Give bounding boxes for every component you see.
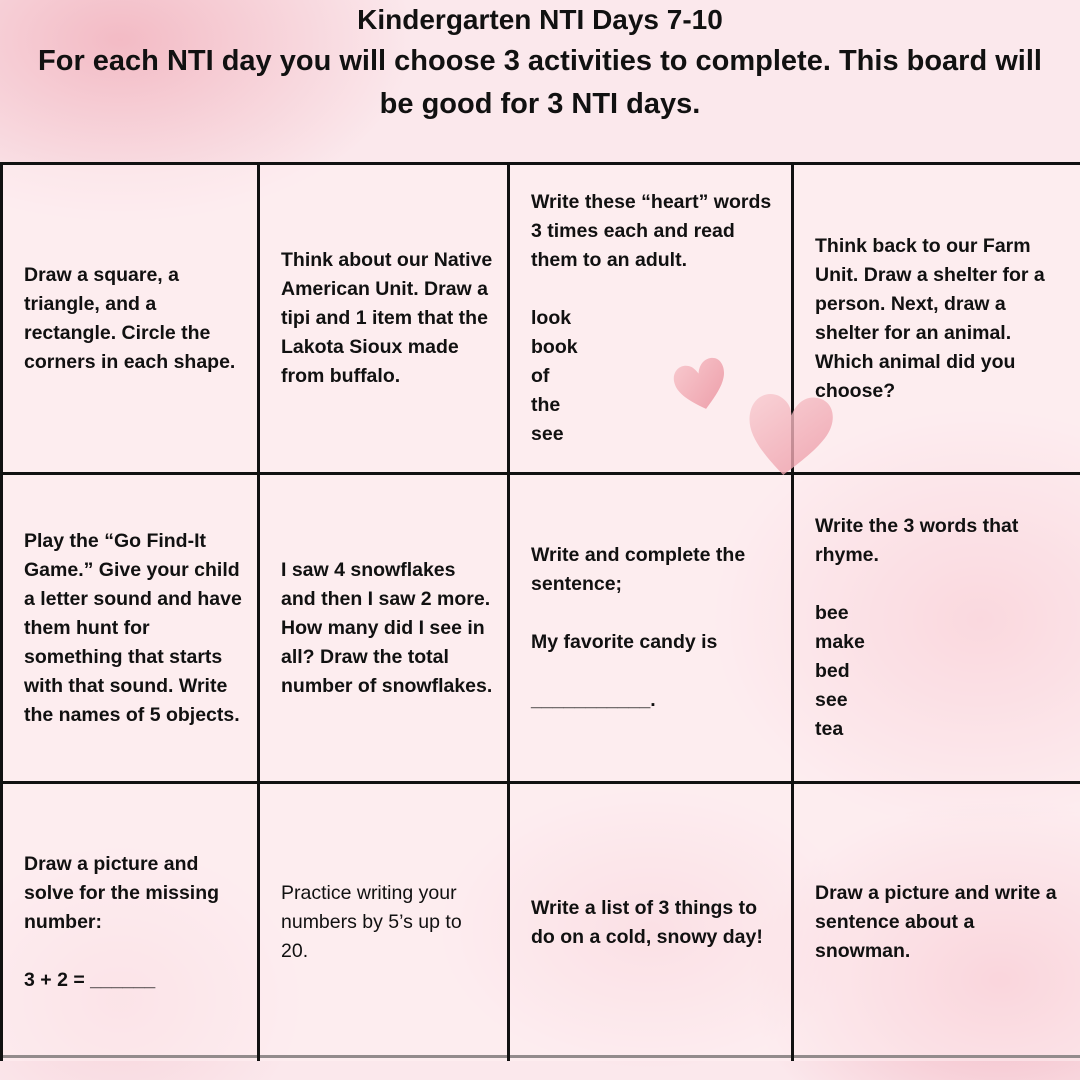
activity-text: Draw a picture and solve for the missing number: 3 + 2 = ______: [24, 853, 220, 991]
activity-text: Draw a picture and write a sentence about a snowman.: [815, 882, 1057, 962]
header: [0, 0, 1080, 126]
activity-text: Write these “heart” words 3 times each and read them to an adult. look book of the see: [531, 191, 772, 445]
activity-cell: [0, 475, 260, 784]
heart-icon: [672, 354, 730, 416]
activity-text: Write a list of 3 things to do on a cold, snowy day!: [531, 896, 763, 948]
activity-cell: [260, 475, 510, 784]
activity-text: Think back to our Farm Unit. Draw a shelter for a person. Next, draw a shelter for an animal. Which animal did you choose?: [815, 234, 1045, 402]
activity-cell: [510, 784, 794, 1061]
activity-text: Write the 3 words that rhyme. bee make bed see tea: [815, 515, 1019, 740]
choice-board: [0, 162, 1080, 1058]
activity-text: Think about our Native American Unit. Draw a tipi and 1 item that the Lakota Sioux made from buffalo.: [281, 249, 493, 387]
activity-cell: [0, 165, 260, 475]
activity-cell: [260, 165, 510, 475]
activity-text: Play the “Go Find-It Game.” Give your child a letter sound and have them hunt for something that starts with that sound. Write the names of 5 objects.: [24, 529, 242, 726]
page-title: Kindergarten NTI Days 7-10: [357, 4, 723, 35]
heart-icon: [742, 382, 836, 486]
activity-cell: [0, 784, 260, 1061]
activity-text: Write and complete the sentence; My favorite candy is ___________.: [531, 544, 746, 711]
activity-cell: [794, 165, 1080, 475]
activity-cell: [510, 475, 794, 784]
activity-cell: [260, 784, 510, 1061]
activity-cell: [794, 475, 1080, 784]
activity-text: Practice writing your numbers by 5’s up to 20.: [281, 882, 462, 962]
activity-text: I saw 4 snowflakes and then I saw 2 more. How many did I see in all? Draw the total number of snowflakes.: [281, 558, 493, 697]
activity-cell: [794, 784, 1080, 1061]
activity-text: Draw a square, a triangle, and a rectangle. Circle the corners in each shape.: [24, 263, 236, 373]
page-subtitle: For each NTI day you will choose 3 activities to complete. This board will be good for 3 NTI days.: [38, 45, 1042, 120]
